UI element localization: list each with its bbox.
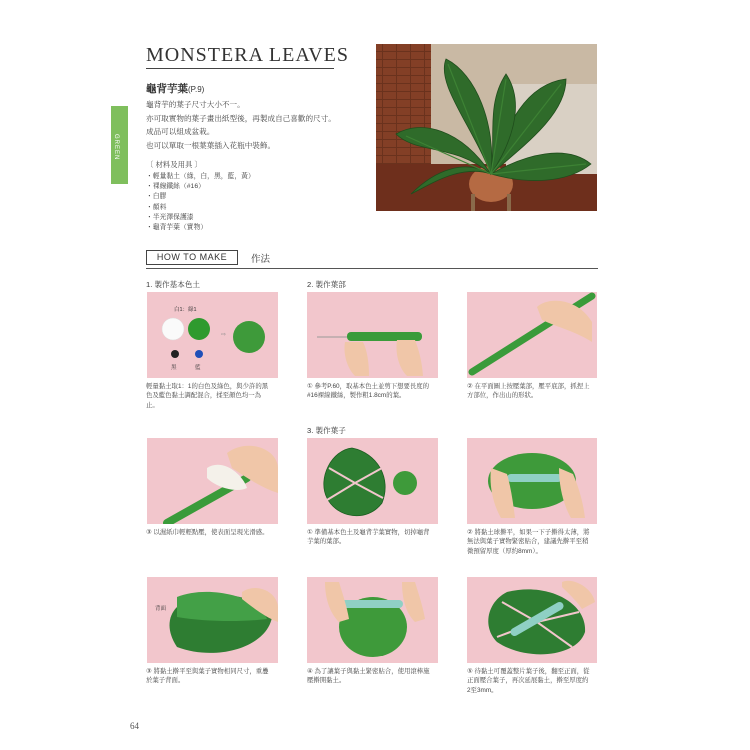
how-to-divider (146, 268, 598, 269)
caption-step-3-5 (467, 667, 590, 695)
materials-heading: 〔 材料及用具 〕 (146, 160, 202, 169)
material-item: ・白膠 (146, 193, 167, 201)
caption-line: 色及藍色黏土調配混合，揉至顏色均一為 (146, 392, 262, 400)
photo-wrap-wire (307, 292, 438, 378)
caption-line: ① 參考P.60，取基本色土並剪下想要長度的 (307, 383, 430, 390)
side-tab-label: GREEN (113, 134, 119, 161)
photo-flip-and-roll (467, 577, 597, 663)
caption-step-2-2 (467, 382, 590, 401)
section-3-title: 3. 製作葉子 (307, 426, 346, 435)
caption-line: 無法與葉子實物緊密貼合，建議先擀平至稍 (467, 538, 589, 546)
subtitle-page-ref: (P.9) (188, 85, 205, 94)
photo-leaf-and-clay (307, 438, 438, 524)
caption-step-3-1 (307, 528, 430, 547)
caption-line: ⑤ 待黏土可覆蓋整片葉子後，翻至正面，從 (467, 668, 590, 675)
subtitle (146, 81, 204, 96)
material-item: ・裸線鐵絲（#16） (146, 183, 205, 191)
title-underline (146, 68, 334, 69)
photo-base-color-clay (147, 292, 278, 378)
page-title: MONSTERA LEAVES (146, 44, 349, 66)
caption-step-3-4 (307, 667, 430, 686)
section-2-title: 2. 製作葉部 (307, 280, 346, 289)
photo-clay-on-leaf-back (147, 577, 278, 663)
material-item: ・輕量黏土（綠，白，黑，藍，黃） (146, 173, 255, 180)
caption-line: 壓擀開黏土。 (307, 677, 346, 685)
material-item: ・龜背芋葉（實物） (146, 224, 208, 232)
caption-line: 方部位，作出山的形狀。 (467, 392, 538, 400)
materials-list (146, 172, 255, 233)
intro-line: 成品可以組成盆栽。 (146, 127, 215, 136)
caption-line: ③ 以濕紙巾輕輕點壓，使表面呈現光滑感。 (146, 529, 269, 536)
photo-press-stem (467, 292, 597, 378)
caption-step-3-2 (467, 528, 590, 556)
caption-line: ④ 為了讓葉子與黏土緊密貼合，使用滾棒施 (307, 668, 430, 675)
intro-text (146, 98, 366, 152)
photo-press-clay-roller (307, 577, 438, 663)
photo-roll-clay (467, 438, 597, 524)
caption-step-1 (146, 382, 268, 410)
how-to-make-label: HOW TO MAKE (146, 250, 238, 265)
caption-step-2-1 (307, 382, 429, 401)
ratio-label: 白1：綠1 (174, 307, 197, 313)
blue-label: 藍 (195, 365, 201, 371)
caption-line: ③ 將黏土擀平至與葉子實物相同尺寸，重疊 (146, 668, 269, 675)
caption-line: 於葉子背面。 (146, 677, 185, 685)
photo-smooth-stem (147, 438, 278, 524)
caption-line: #16裸線鐵絲，製作粗1.8cm的葉。 (307, 392, 406, 400)
back-side-label: 背面 (155, 606, 167, 612)
caption-line: 正面壓合葉子，再次延展黏土，擀至厚度約 (467, 677, 589, 685)
caption-line: ② 將黏土球擀平，如果一下子擀得太薄，將 (467, 529, 590, 536)
intro-line: 龜背芋的葉子尺寸大小不一。 (146, 100, 245, 109)
caption-line: ① 準備基本色土及龜背芋葉實物，切掉龜背 (307, 529, 430, 536)
svg-text:⇨: ⇨ (221, 331, 227, 338)
caption-step-3-3 (146, 667, 269, 686)
page-number: 64 (130, 721, 139, 731)
material-item: ・半光澤保護漆 (146, 213, 194, 221)
material-item: ・顏料 (146, 203, 167, 211)
section-1-title: 1. 製作基本色土 (146, 280, 201, 289)
caption-line: 輕量黏土取1：1的白色及綠色，與少許的黑 (146, 383, 269, 390)
caption-line: 芋葉的葉部。 (307, 538, 346, 546)
how-to-make-zh: 作法 (251, 254, 271, 265)
caption-line: 微預留厚度（厚約8mm）。 (467, 547, 542, 555)
caption-line: ② 在平面圖上按壓葉部，壓平底部，抓捏上 (467, 383, 590, 390)
subtitle-text: 龜背芋葉 (146, 83, 188, 95)
caption-step-2-3 (146, 528, 269, 537)
hero-monstera-photo (376, 44, 597, 211)
green-side-tab (111, 106, 128, 184)
caption-line: 止。 (146, 401, 159, 409)
intro-line: 亦可取實物的葉子畫出紙型後，再製成自己喜歡的尺寸。 (146, 113, 336, 123)
black-label: 黑 (171, 365, 177, 371)
caption-line: 2至3mm。 (467, 686, 498, 694)
intro-line: 也可以單取一根葉葉插入花瓶中裝飾。 (146, 140, 276, 150)
